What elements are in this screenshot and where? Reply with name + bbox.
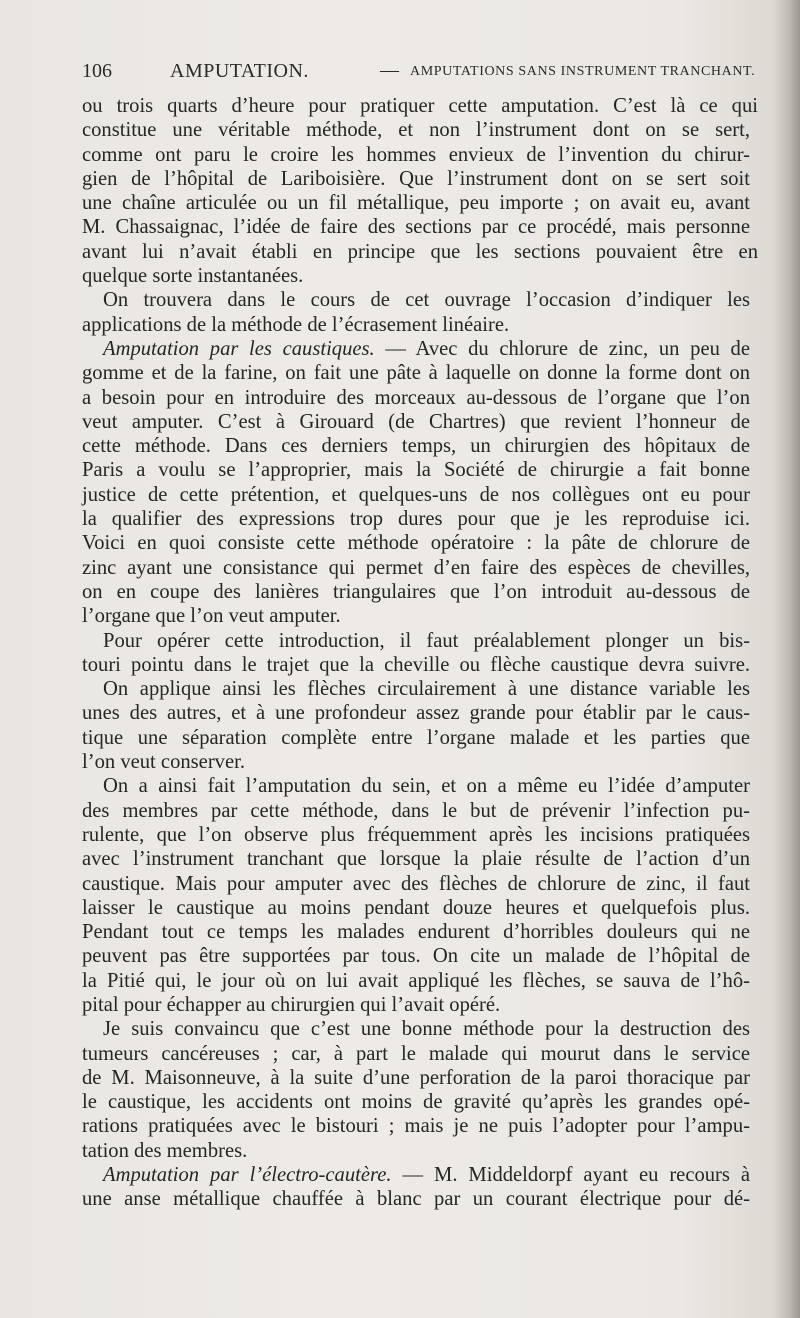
text-line (82, 1017, 750, 1041)
text-line (82, 774, 750, 798)
text-line (82, 167, 750, 191)
line-text: M. Chassaignac, l’idée de faire des sections par ce procédé, mais personne (82, 216, 750, 239)
line-text: tumeurs cancéreuses ; car, à part le malade qui mourut dans le service (82, 1042, 750, 1065)
line-text: zinc ayant une consistance qui permet d’en faire des espèces de chevilles, (82, 556, 750, 579)
line-text: tation des membres. (82, 1139, 248, 1162)
text-line (82, 920, 750, 944)
line-text: comme ont paru le croire les hommes envieux de l’invention du chirur- (82, 143, 750, 166)
text-line (82, 969, 750, 993)
line-text: une chaîne articulée ou un fil métallique, peu importe ; on avait eu, avant (82, 192, 750, 215)
text-line (82, 580, 750, 604)
line-text: cette méthode. Dans ces derniers temps, un chirurgien des hôpitaux de (82, 435, 750, 458)
line-text: constitue une véritable méthode, et non l’instrument dont on se sert, (82, 119, 750, 142)
running-subtitle: AMPUTATIONS SANS INSTRUMENT TRANCHANT. (410, 64, 756, 79)
text-line (82, 386, 750, 410)
text-line (82, 1090, 750, 1114)
line-text: On a ainsi fait l’amputation du sein, et on a même eu l’idée d’amputer (103, 775, 750, 798)
text-line (82, 143, 750, 167)
text-line (82, 264, 750, 288)
text-line (82, 1066, 750, 1090)
line-text: avec l’instrument tranchant que lorsque la plaie résulte de l’action d’un (82, 848, 750, 871)
text-line (82, 1163, 750, 1187)
text-line (82, 483, 750, 507)
running-header (82, 60, 772, 88)
line-text: avant lui n’avait établi en principe que les sections pouvaient être en (82, 240, 758, 263)
line-text: gien de l’hôpital de Lariboisière. Que l’instrument dont on se sert soit (82, 167, 750, 190)
text-line (82, 604, 750, 628)
text-line (82, 215, 750, 239)
text-line (82, 434, 750, 458)
text-line (82, 458, 750, 482)
line-text: — Avec du chlorure de zinc, un peu de (374, 337, 750, 360)
line-text: tique une séparation complète entre l’organe malade et les parties que (82, 726, 750, 749)
line-text: la qualifier des expressions trop dures pour que je les reproduise ici. (82, 508, 750, 531)
text-line (82, 337, 750, 361)
line-text: peuvent pas être supportées par tous. On cite un malade de l’hôpital de (82, 945, 750, 968)
line-text: Je suis convaincu que c’est une bonne méthode pour la destruction des (103, 1018, 750, 1041)
line-text: laisser le caustique au moins pendant douze heures et quelquefois plus. (82, 896, 750, 919)
text-line (82, 847, 750, 871)
line-text: Voici en quoi consiste cette méthode opératoire : la pâte de chlorure de (82, 532, 750, 555)
line-text: quelque sorte instantanées. (82, 265, 304, 288)
text-line (82, 1042, 750, 1066)
text-line (82, 896, 750, 920)
text-line (82, 1114, 750, 1138)
text-line (82, 629, 750, 653)
text-line (82, 677, 750, 701)
text-line (82, 750, 750, 774)
text-line (82, 288, 750, 312)
line-text: rations pratiquées avec le bistouri ; mais je ne puis l’adopter pour l’ampu- (82, 1115, 750, 1138)
text-line (82, 313, 750, 337)
text-line (82, 653, 750, 677)
line-text: applications de la méthode de l’écrasement linéaire. (82, 313, 510, 336)
line-text: des membres par cette méthode, dans le but de prévenir l’infection pu- (82, 799, 750, 822)
text-line (82, 410, 750, 434)
line-text: justice de cette prétention, et quelques-uns de nos collègues ont eu pour (82, 483, 750, 506)
body-text (82, 94, 758, 1212)
line-text: une anse métallique chauffée à blanc par un courant électrique pour dé- (82, 1188, 750, 1211)
text-line (82, 531, 750, 555)
line-text: l’organe que l’on veut amputer. (82, 605, 341, 628)
line-text: de M. Maisonneuve, à la suite d’une perforation de la paroi thoracique par (82, 1066, 750, 1089)
text-line (82, 240, 758, 264)
text-line (82, 726, 750, 750)
text-line (82, 556, 750, 580)
section-heading: Amputation par les caustiques. (103, 337, 375, 360)
text-line (82, 191, 750, 215)
text-line (82, 361, 750, 385)
text-line (82, 823, 750, 847)
header-dash: — (380, 60, 399, 81)
line-text: l’on veut conserver. (82, 751, 245, 774)
line-text: Pour opérer cette introduction, il faut préalablement plonger un bis- (103, 629, 750, 652)
section-heading: Amputation par l’électro-cautère. (103, 1164, 392, 1187)
text-line (82, 94, 758, 118)
line-text: a besoin pour en introduire des morceaux au-dessous de l’organe que l’on (82, 386, 750, 409)
line-text: la Pitié qui, le jour où on lui avait appliqué les flèches, se sauva de l’hô- (82, 969, 750, 992)
text-line (82, 507, 750, 531)
text-line (82, 799, 750, 823)
line-text: Pendant tout ce temps les malades endurent d’horribles douleurs qui ne (82, 921, 750, 944)
line-text: caustique. Mais pour amputer avec des flèches de chlorure de zinc, il faut (82, 872, 750, 895)
line-text: On applique ainsi les flèches circulairement à une distance variable les (103, 678, 750, 701)
text-line (82, 944, 750, 968)
text-line (82, 1187, 750, 1211)
running-title: AMPUTATION. (170, 60, 309, 82)
line-text: veut amputer. C’est à Girouard (de Chartres) que revient l’honneur de (82, 410, 750, 433)
line-text: on en coupe des lanières triangulaires que l’on introduit au-dessous de (82, 580, 750, 603)
line-text: touri pointu dans le trajet que la cheville ou flèche caustique devra suivre. (82, 653, 750, 676)
line-text: unes des autres, et à une profondeur assez grande pour établir par le caus- (82, 702, 750, 725)
text-line (82, 118, 750, 142)
page-edge-shadow (772, 0, 800, 1318)
line-text: On trouvera dans le cours de cet ouvrage l’occasion d’indiquer les (103, 289, 750, 312)
text-line (82, 872, 750, 896)
line-text: gomme et de la farine, on fait une pâte à laquelle on donne la forme dont on (82, 362, 750, 385)
line-text: — M. Middeldorpf ayant eu recours à (391, 1164, 750, 1187)
page-number: 106 (82, 60, 112, 82)
line-text: Paris a voulu se l’approprier, mais la Société de chirurgie a fait bonne (82, 459, 750, 482)
line-text: pital pour échapper au chirurgien qui l’avait opéré. (82, 993, 501, 1016)
text-line (82, 1139, 750, 1163)
text-line (82, 701, 750, 725)
line-text: le caustique, les accidents ont moins de gravité qu’après les grandes opé- (82, 1091, 750, 1114)
text-line (82, 993, 750, 1017)
line-text: rulente, que l’on observe plus fréquemment après les incisions pratiquées (82, 823, 750, 846)
line-text: ou trois quarts d’heure pour pratiquer cette amputation. C’est là ce qui (82, 95, 758, 117)
